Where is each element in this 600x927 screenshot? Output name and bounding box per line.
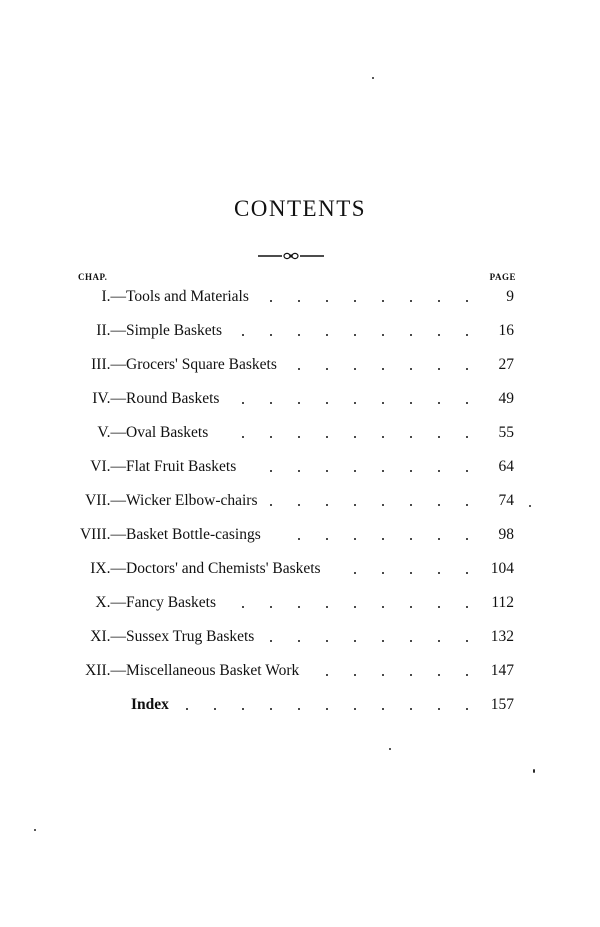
leader-dot xyxy=(354,538,356,540)
leader-dot xyxy=(298,402,300,404)
leader-dot xyxy=(438,470,440,472)
toc-entry xyxy=(0,320,600,342)
print-speck xyxy=(389,748,391,750)
chapter-title: Doctors' and Chemists' Baskets xyxy=(126,560,321,577)
chapter-number: VI.— xyxy=(90,458,126,475)
leader-dot xyxy=(466,470,468,472)
toc-entry xyxy=(0,524,600,546)
contents-heading: CONTENTS xyxy=(233,196,367,221)
toc-entry xyxy=(0,660,600,682)
leader-dot xyxy=(298,504,300,506)
leader-dot xyxy=(466,436,468,438)
leader-dot xyxy=(466,674,468,676)
chapter-title: Round Baskets xyxy=(126,390,220,407)
leader-dot xyxy=(438,640,440,642)
toc-entry xyxy=(0,626,600,648)
leader-dot xyxy=(466,640,468,642)
leader-dot xyxy=(410,606,412,608)
leader-dot xyxy=(326,674,328,676)
leader-dot xyxy=(298,368,300,370)
chapter-number: IV.— xyxy=(92,390,126,407)
leader-dot xyxy=(438,572,440,574)
leader-dot xyxy=(466,708,468,710)
leader-dot xyxy=(438,606,440,608)
page-number: 27 xyxy=(498,356,514,373)
leader-dot xyxy=(382,402,384,404)
leader-dot xyxy=(382,300,384,302)
page-number: 16 xyxy=(498,322,514,339)
page-number: 74 xyxy=(498,492,514,509)
leader-dot xyxy=(242,436,244,438)
leader-dot xyxy=(382,368,384,370)
leader-dot xyxy=(354,504,356,506)
leader-dot xyxy=(186,708,188,710)
leader-dot xyxy=(326,504,328,506)
page-number: 132 xyxy=(490,628,514,645)
toc-entry xyxy=(0,286,600,308)
leader-dot xyxy=(382,640,384,642)
chapter-number: IX.— xyxy=(90,560,126,577)
leader-dot xyxy=(466,538,468,540)
leader-dot xyxy=(466,334,468,336)
chapter-title: Simple Baskets xyxy=(126,322,223,339)
leader-dot xyxy=(242,708,244,710)
chap-column-header: CHAP. xyxy=(78,272,108,282)
leader-dot xyxy=(354,606,356,608)
page-number: 104 xyxy=(490,560,514,577)
leader-dot xyxy=(270,504,272,506)
print-speck xyxy=(372,77,374,79)
toc-entry xyxy=(0,558,600,580)
chapter-number: V.— xyxy=(97,424,126,441)
chapter-title: Flat Fruit Baskets xyxy=(126,458,237,475)
chapter-title: Fancy Baskets xyxy=(126,594,216,611)
leader-dot xyxy=(410,572,412,574)
leader-dot xyxy=(382,504,384,506)
leader-dot xyxy=(438,674,440,676)
leader-dot xyxy=(410,368,412,370)
toc-entry xyxy=(0,354,600,376)
leader-dot xyxy=(242,606,244,608)
page-number: 49 xyxy=(498,390,514,407)
chapter-number: II.— xyxy=(96,322,126,339)
leader-dot xyxy=(270,300,272,302)
chapter-title: Miscellaneous Basket Work xyxy=(126,662,300,679)
leader-dot xyxy=(410,640,412,642)
leader-dot xyxy=(382,606,384,608)
page-number: 112 xyxy=(491,594,514,611)
page-column-header: PAGE xyxy=(489,272,516,282)
leader-dot xyxy=(466,368,468,370)
chapter-number: VIII.— xyxy=(79,526,126,543)
chapter-title: Grocers' Square Baskets xyxy=(126,356,277,373)
leader-dot xyxy=(438,504,440,506)
leader-dot xyxy=(410,300,412,302)
leader-dot xyxy=(298,300,300,302)
leader-dot xyxy=(326,708,328,710)
chapter-title: Oval Baskets xyxy=(126,424,209,441)
page-number: 98 xyxy=(498,526,514,543)
leader-dot xyxy=(382,436,384,438)
leader-dot xyxy=(466,402,468,404)
leader-dot xyxy=(270,640,272,642)
leader-dot xyxy=(438,334,440,336)
leader-dot xyxy=(382,708,384,710)
leader-dot xyxy=(354,300,356,302)
chapter-title: Sussex Trug Baskets xyxy=(126,628,255,645)
print-speck xyxy=(529,505,531,507)
leader-dot xyxy=(326,368,328,370)
leader-dot xyxy=(326,402,328,404)
leader-dot xyxy=(438,402,440,404)
chapter-number: XI.— xyxy=(90,628,126,645)
leader-dot xyxy=(298,538,300,540)
toc-entry xyxy=(0,592,600,614)
leader-dot xyxy=(270,402,272,404)
leader-dot xyxy=(298,708,300,710)
page-number: 64 xyxy=(498,458,514,475)
leader-dot xyxy=(298,470,300,472)
leader-dot xyxy=(382,674,384,676)
leader-dot xyxy=(298,334,300,336)
leader-dot xyxy=(354,640,356,642)
ornament-divider xyxy=(258,251,324,261)
leader-dot xyxy=(298,606,300,608)
leader-dot xyxy=(410,538,412,540)
leader-dot xyxy=(354,470,356,472)
chapter-title: Index xyxy=(131,696,169,713)
leader-dot xyxy=(382,334,384,336)
chapter-number: VII.— xyxy=(85,492,126,509)
leader-dot xyxy=(298,436,300,438)
leader-dot xyxy=(298,640,300,642)
leader-dot xyxy=(466,504,468,506)
leader-dot xyxy=(242,334,244,336)
chapter-title: Tools and Materials xyxy=(126,288,249,305)
page-number: 55 xyxy=(498,424,514,441)
chapter-title: Wicker Elbow-chairs xyxy=(126,492,258,509)
print-speck xyxy=(533,769,535,773)
leader-dot xyxy=(438,368,440,370)
chapter-title: Basket Bottle-casings xyxy=(126,526,261,543)
page-number: 9 xyxy=(506,288,514,305)
leader-dot xyxy=(438,436,440,438)
leader-dot xyxy=(466,572,468,574)
leader-dot xyxy=(326,334,328,336)
leader-dot xyxy=(410,470,412,472)
leader-dot xyxy=(242,402,244,404)
chapter-number: XII.— xyxy=(85,662,126,679)
leader-dot xyxy=(326,300,328,302)
leader-dot xyxy=(354,402,356,404)
toc-entry xyxy=(0,456,600,478)
leader-dot xyxy=(354,334,356,336)
toc-entry xyxy=(0,490,600,512)
leader-dot xyxy=(354,368,356,370)
leader-dot xyxy=(410,334,412,336)
leader-dot xyxy=(354,572,356,574)
leader-dot xyxy=(270,334,272,336)
leader-dot xyxy=(438,538,440,540)
leader-dot xyxy=(326,436,328,438)
leader-dot xyxy=(410,402,412,404)
leader-dot xyxy=(326,606,328,608)
leader-dot xyxy=(326,640,328,642)
leader-dot xyxy=(466,606,468,608)
print-speck xyxy=(34,829,36,831)
leader-dot xyxy=(354,708,356,710)
page-number: 147 xyxy=(490,662,514,679)
chapter-number: X.— xyxy=(95,594,126,611)
leader-dot xyxy=(466,300,468,302)
leader-dot xyxy=(270,470,272,472)
leader-dot xyxy=(410,674,412,676)
leader-dot xyxy=(214,708,216,710)
leader-dot xyxy=(438,300,440,302)
leader-dot xyxy=(270,606,272,608)
leader-dot xyxy=(438,708,440,710)
leader-dot xyxy=(326,470,328,472)
leader-dot xyxy=(270,708,272,710)
leader-dot xyxy=(410,436,412,438)
leader-dot xyxy=(326,538,328,540)
leader-dot xyxy=(410,504,412,506)
leader-dot xyxy=(382,538,384,540)
chapter-number: I.— xyxy=(101,288,126,305)
leader-dot xyxy=(382,470,384,472)
leader-dot xyxy=(270,436,272,438)
toc-entry xyxy=(0,694,600,716)
page-number: 157 xyxy=(490,696,514,713)
chapter-number: III.— xyxy=(91,356,126,373)
leader-dot xyxy=(410,708,412,710)
leader-dot xyxy=(354,436,356,438)
toc-entry xyxy=(0,388,600,410)
leader-dot xyxy=(382,572,384,574)
toc-entry xyxy=(0,422,600,444)
leader-dot xyxy=(354,674,356,676)
